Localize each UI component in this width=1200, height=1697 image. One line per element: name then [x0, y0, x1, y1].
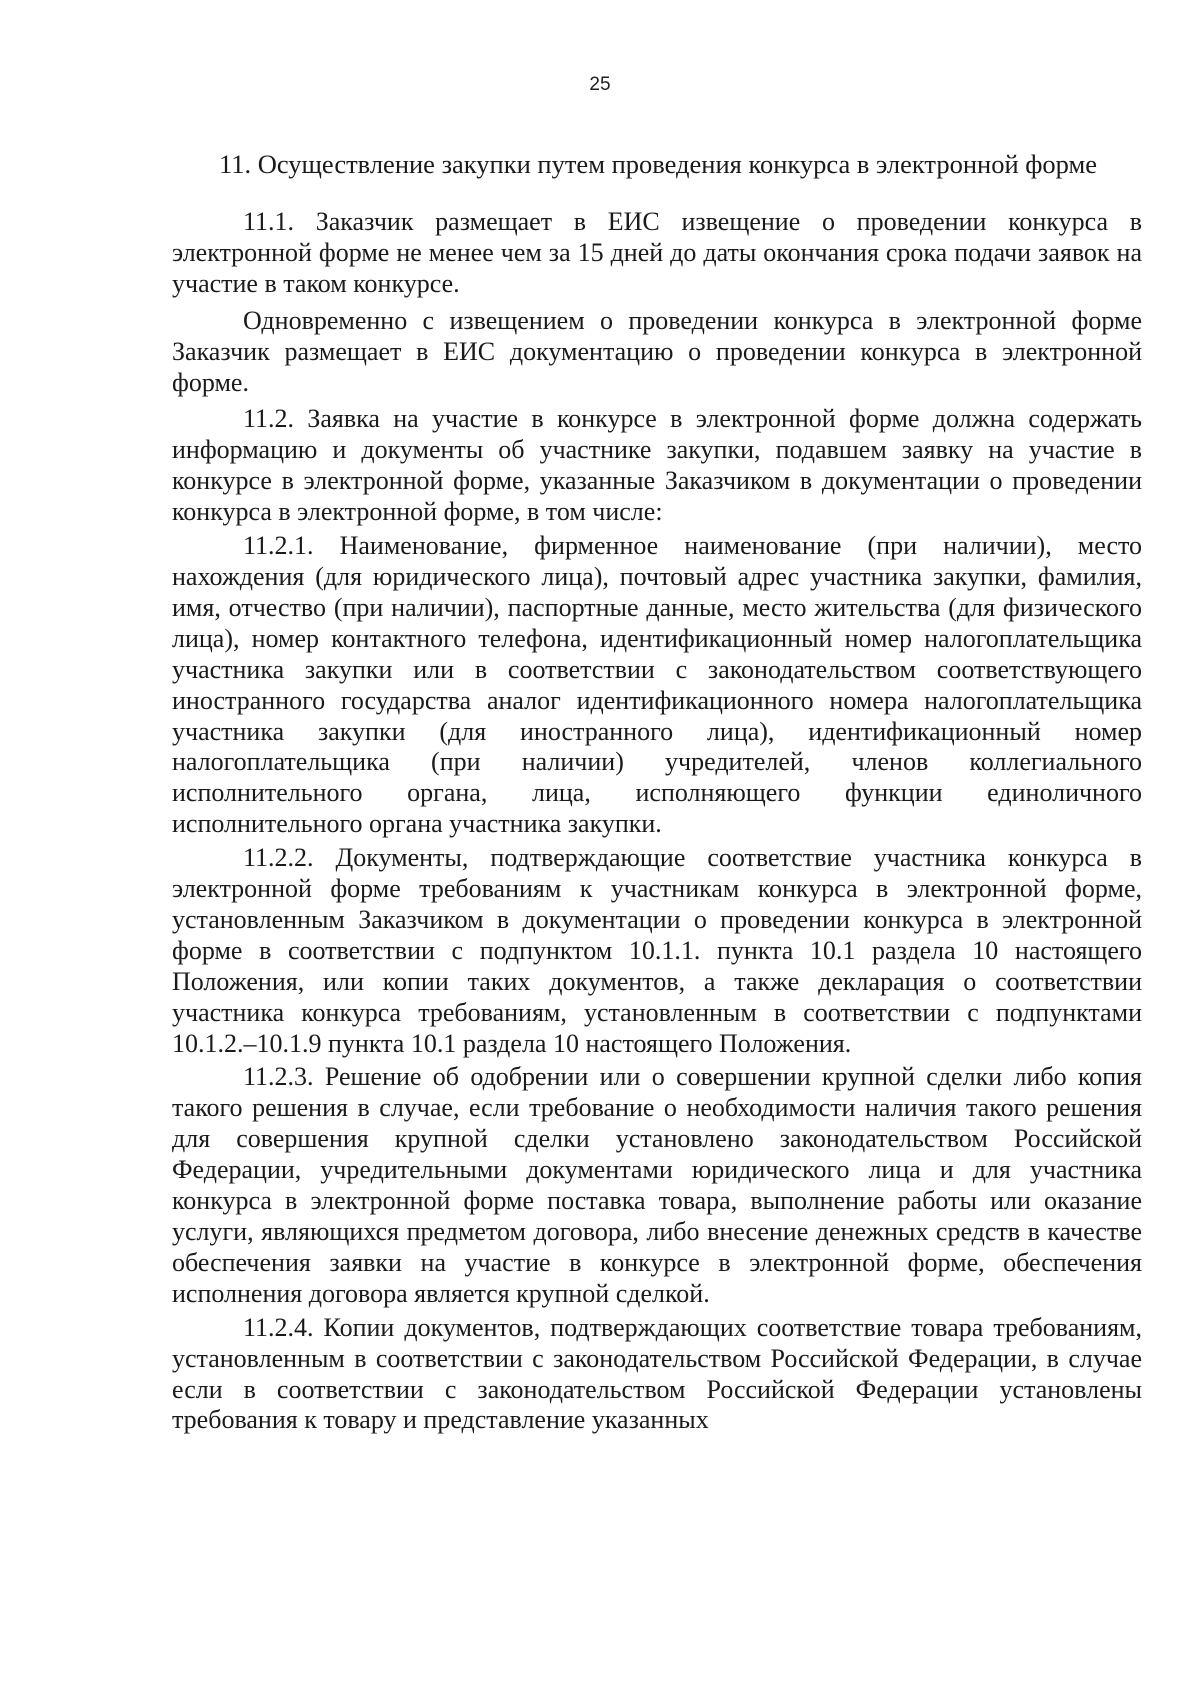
paragraph-11-2-1: 11.2.1. Наименование, фирменное наименование (при наличии), место нахождения (для юридического лица), почтовый адрес участника закупки, фамилия, имя, отчество (при наличии), паспортные данные, место жительства (для физического лица), номер контактного телефона, идентификационный номер налогоплательщика участника закупки или в соответствии с законодательством соответствующего иностранного государства аналог идентификационного номера налогоплательщика участника закупки (для иностранного лица), идентификационный номер налогоплательщика (при наличии) учредителей, членов коллегиального исполнительного органа, лица, исполняющего функции единоличного исполнительного органа участника закупки.: [172, 531, 1142, 839]
paragraph-simultaneous: Одновременно с извещением о проведении конкурса в электронной форме Заказчик размещает в ЕИС документацию о проведении конкурса в электронной форме.: [172, 305, 1142, 397]
section-heading: 11. Осуществление закупки путем проведения конкурса в электронной форме: [218, 149, 1098, 179]
paragraph-11-2-3: 11.2.3. Решение об одобрении или о совершении крупной сделки либо копия такого решения в случае, если требование о необходимости наличия такого решения для совершения крупной сделки установлено законодательством Российской Федерации, учредительными документами юридического лица и для участника конкурса в электронной форме поставка товара, выполнение работы или оказание услуги, являющихся предметом договора, либо внесение денежных средств в качестве обеспечения заявки на участие в конкурсе в электронной форме, обеспечения исполнения договора является крупной сделкой.: [172, 1062, 1142, 1308]
paragraph-11-2-2: 11.2.2. Документы, подтверждающие соответствие участника конкурса в электронной форме требованиям к участникам конкурса в электронной форме, установленным Заказчиком в документации о проведении конкурса в электронной форме в соответствии с подпунктом 10.1.1. пункта 10.1 раздела 10 настоящего Положения, или копии таких документов, а также декларация о соответствии участника конкурса требованиям, установленным в соответствии с подпунктами 10.1.2.–10.1.9 пункта 10.1 раздела 10 настоящего Положения.: [172, 843, 1142, 1058]
paragraph-11-2-4: 11.2.4. Копии документов, подтверждающих соответствие товара требованиям, установленным в соответствии с законодательством Российской Федерации, в случае если в соответствии с законодательством Российской Федерации установлены требования к товару и представление указанных: [172, 1312, 1142, 1435]
paragraph-11-2: 11.2. Заявка на участие в конкурсе в электронной форме должна содержать информацию и документы об участнике закупки, подавшем заявку на участие в конкурсе в электронной форме, указанные Заказчиком в документации о проведении конкурса в электронной форме, в том числе:: [172, 404, 1142, 527]
page-number: 25: [589, 74, 611, 95]
paragraph-11-1: 11.1. Заказчик размещает в ЕИС извещение о проведении конкурса в электронной форме не менее чем за 15 дней до даты окончания срока подачи заявок на участие в таком конкурсе.: [172, 207, 1142, 298]
document-body: [172, 207, 1142, 1439]
